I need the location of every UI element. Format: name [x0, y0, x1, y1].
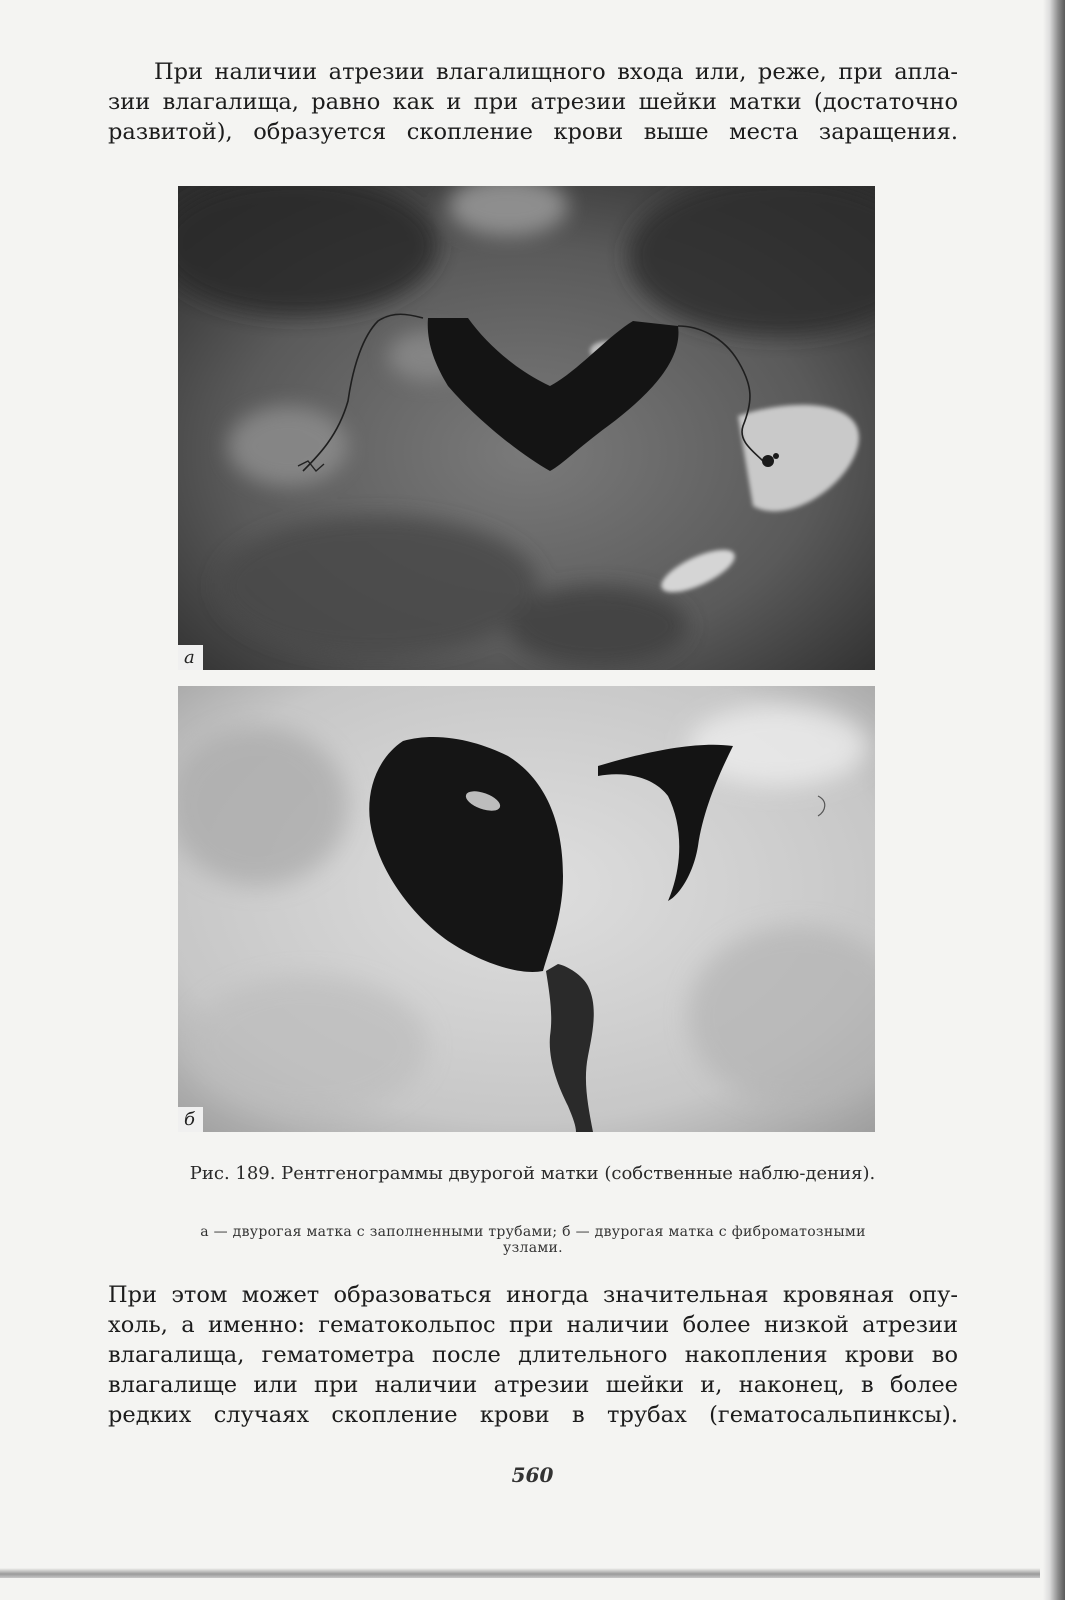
xray-panel-b — [178, 686, 875, 1132]
paragraph-top-line: развитой), образуется скопление крови выше места заращения. — [108, 119, 958, 145]
figure-legend — [178, 1224, 888, 1256]
xray-image-a — [178, 186, 875, 670]
page-number: 560 — [511, 1463, 554, 1487]
legend-a: а — двурогая матка с заполненными трубами; — [200, 1224, 558, 1240]
page-bottom-shadow — [0, 1568, 1040, 1578]
paragraph-bottom-line: редких случаях скопление крови в трубах (гематосальпинксы). — [108, 1402, 958, 1428]
legend-b: б — двурогая матка с фиброматозными узлами. — [503, 1224, 866, 1256]
xray-panel-a — [178, 186, 875, 670]
panel-b-label: б — [178, 1107, 203, 1132]
figure-caption: Рис. 189. Рентгенограммы двурогой матки (собственные наблю-дения). — [189, 1163, 876, 1184]
paragraph-bottom-line: холь, а именно: гематокольпос при наличии более низкой атрезии — [108, 1312, 958, 1338]
paragraph-bottom-line: При этом может образоваться иногда значительная кровяная опу- — [108, 1282, 958, 1308]
paragraph-top-line: При наличии атрезии влагалищного входа или, реже, при апла- — [154, 59, 958, 85]
paragraph-bottom — [108, 1280, 958, 1430]
panel-a-label: а — [178, 645, 203, 670]
paragraph-top — [108, 57, 958, 147]
paragraph-bottom-line: влагалища, гематометра после длительного накопления крови во — [108, 1342, 958, 1368]
xray-image-b — [178, 686, 875, 1132]
page-edge-shadow — [1043, 0, 1065, 1600]
paragraph-bottom-line: влагалище или при наличии атрезии шейки и, наконец, в более — [108, 1372, 958, 1398]
paragraph-top-line: зии влагалища, равно как и при атрезии шейки матки (достаточно — [108, 89, 958, 115]
